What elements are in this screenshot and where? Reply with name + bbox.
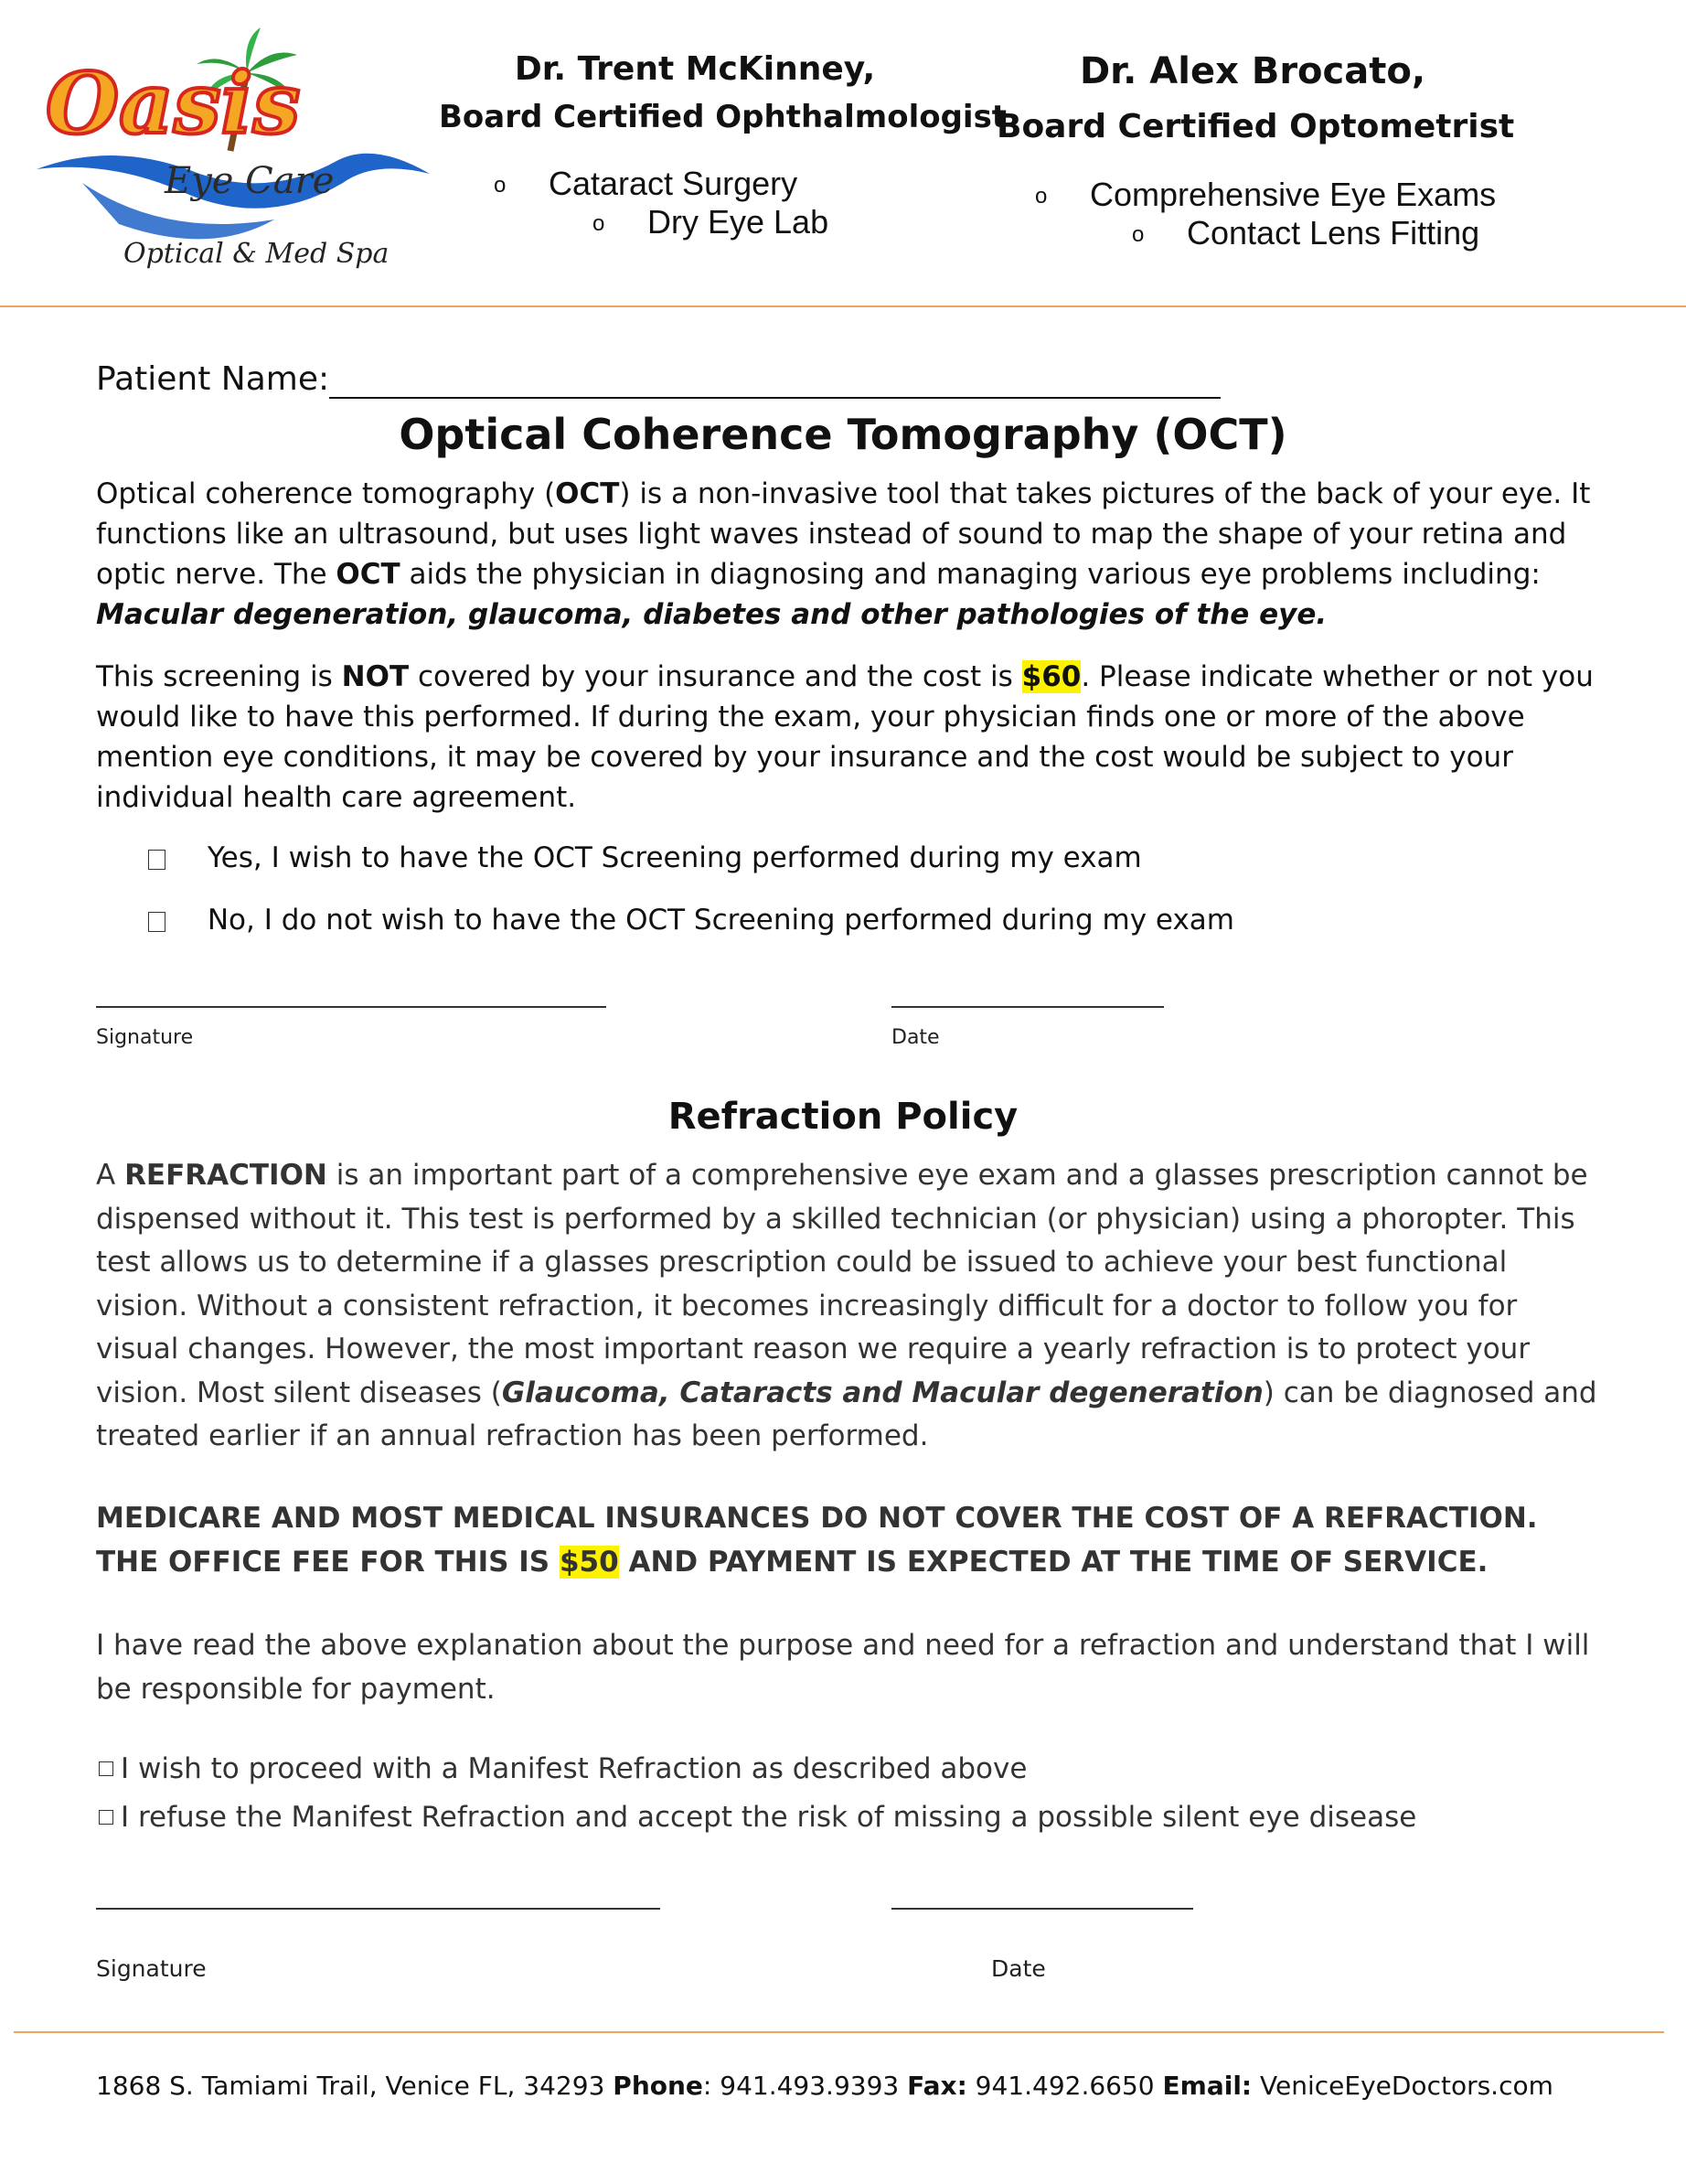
bullet-icon: o: [1035, 184, 1048, 209]
patient-name-row: [96, 357, 1285, 402]
refraction-acknowledgement: I have read the above explanation about the purpose and need for a refraction and understand that I will be responsible for payment.: [96, 1629, 1590, 1706]
footer-address: 1868 S. Tamiami Trail, Venice FL, 34293: [96, 2071, 605, 2101]
svg-text:Oasis: Oasis: [46, 54, 301, 153]
clinic-logo: [27, 23, 439, 279]
doctor1-name: Dr. Trent McKinney,: [514, 50, 876, 88]
oct-option-yes[interactable]: Yes, I wish to have the OCT Screening performed during my exam: [148, 841, 1142, 874]
checkbox-icon[interactable]: [99, 1810, 113, 1825]
oct-signature-line[interactable]: [96, 1006, 606, 1008]
oct-signature-label: Signature: [96, 1026, 194, 1049]
doctor2-title: Board Certified Optometrist: [997, 108, 1515, 145]
bullet-icon: o: [1132, 222, 1145, 248]
refraction-option-refuse[interactable]: I refuse the Manifest Refraction and accept the risk of missing a possible silent eye disease: [99, 1801, 1416, 1834]
oct-date-line[interactable]: [891, 1006, 1164, 1008]
footer-contact: 1868 S. Tamiami Trail, Venice FL, 34293 Phone: 941.493.9393 Fax: 941.492.6650 Email: VeniceEyeDoctors.com: [96, 2071, 1553, 2101]
doctor2-service: o Contact Lens Fitting: [1132, 214, 1480, 252]
patient-name-field[interactable]: [329, 357, 1221, 399]
oct-title: Optical Coherence Tomography (OCT): [399, 410, 1287, 459]
refraction-option-proceed[interactable]: I wish to proceed with a Manifest Refraction as described above: [99, 1752, 1027, 1785]
bullet-icon: o: [494, 173, 507, 198]
checkbox-icon[interactable]: [148, 912, 165, 932]
refraction-price: $50: [559, 1545, 619, 1579]
refraction-title: Refraction Policy: [667, 1096, 1019, 1138]
refraction-description: A REFRACTION is an important part of a comprehensive eye exam and a glasses prescription cannot be dispensed without it. This test is performed by a skilled technician (or physician) using a phoropter. This test allows us to determine if a glasses prescription could be issued to achieve your best functional vision. Without a consistent refraction, it becomes increasingly difficult for a doctor to follow you for visual changes. However, the most important reason we require a yearly refraction is to protect your vision. Most silent diseases (Glaucoma, Cataracts and Macular degeneration) can be diagnosed and treated earlier if an annual refraction has been performed.: [96, 1159, 1597, 1452]
doctor1-service: o Dry Eye Lab: [592, 203, 829, 241]
footer-fax: 941.492.6650: [975, 2071, 1155, 2101]
doctor2-name: Dr. Alex Brocato,: [1079, 50, 1426, 92]
svg-text:Optical & Med Spa: Optical & Med Spa: [123, 238, 389, 270]
patient-name-label: Patient Name:: [96, 360, 330, 398]
oct-date-label: Date: [891, 1026, 940, 1049]
oasis-logo-icon: [27, 23, 439, 279]
refraction-date-label: Date: [991, 1955, 1046, 1982]
bullet-icon: o: [592, 211, 605, 237]
oct-option-no[interactable]: No, I do not wish to have the OCT Screening performed during my exam: [148, 904, 1234, 937]
checkbox-icon[interactable]: [99, 1761, 113, 1776]
checkbox-icon[interactable]: [148, 850, 165, 870]
oct-cost-notice: This screening is NOT covered by your insurance and the cost is $60. Please indicate whether or not you would like to have this performed. If during the exam, your physician finds one or more of the above mention eye conditions, it may be covered by your insurance and the cost would be subject to your individual health care agreement.: [96, 660, 1594, 814]
refraction-fee-notice: MEDICARE AND MOST MEDICAL INSURANCES DO NOT COVER THE COST OF A REFRACTION. THE OFFICE FEE FOR THIS IS $50 AND PAYMENT IS EXPECTED AT THE TIME OF SERVICE.: [96, 1502, 1538, 1579]
footer-phone: 941.493.9393: [720, 2071, 900, 2101]
doctor1-service: o Cataract Surgery: [494, 165, 798, 202]
footer-email: VeniceEyeDoctors.com: [1260, 2071, 1553, 2101]
refraction-date-line[interactable]: [891, 1908, 1193, 1910]
oct-price: $60: [1021, 660, 1082, 693]
refraction-signature-line[interactable]: [96, 1908, 660, 1910]
doctor2-service: o Comprehensive Eye Exams: [1035, 176, 1497, 213]
footer-divider: [14, 2031, 1664, 2033]
header-divider: [0, 305, 1686, 307]
svg-text:Eye Care: Eye Care: [165, 160, 335, 202]
refraction-signature-label: Signature: [96, 1955, 207, 1982]
oct-description: Optical coherence tomography (OCT) is a non-invasive tool that takes pictures of the back of your eye. It functions like an ultrasound, but uses light waves instead of sound to map the shape of your retina and optic nerve. The OCT aids the physician in diagnosing and managing various eye problems including: Macular degeneration, glaucoma, diabetes and other pathologies of the eye.: [96, 477, 1591, 631]
doctor1-title: Board Certified Ophthalmologist: [439, 99, 1008, 135]
